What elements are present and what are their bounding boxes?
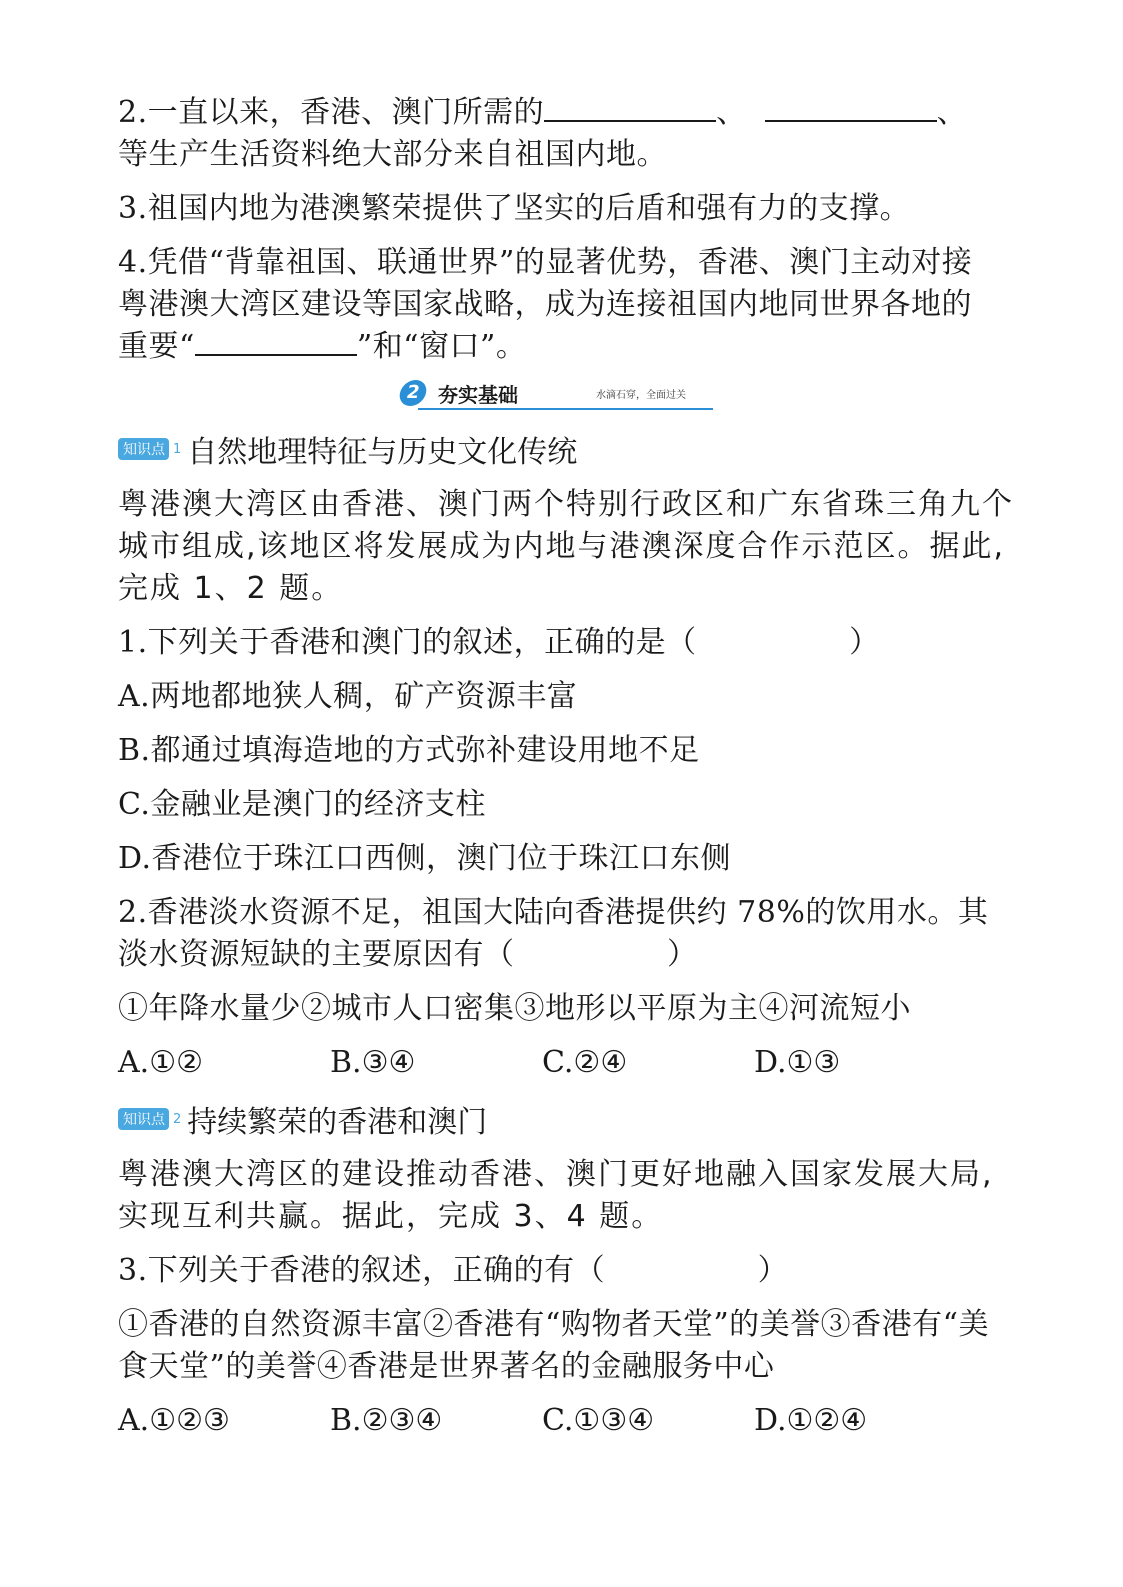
- banner-number-badge: 2: [397, 380, 429, 406]
- banner-underline: [418, 408, 713, 410]
- passage-line: 粤港澳大湾区的建设推动香港、澳门更好地融入国家发展大局,: [118, 1157, 994, 1192]
- knowledge-point-heading-2: [118, 1096, 1003, 1142]
- question-3-option-a[interactable]: A.①②③: [118, 1403, 230, 1438]
- passage-line: 实现互利共赢。据此，完成 3、4 题。: [118, 1199, 664, 1234]
- question-3-option-b[interactable]: B.②③④: [330, 1403, 443, 1438]
- intro-q2-line2: 等生产生活资料绝大部分来自祖国内地。: [118, 137, 667, 172]
- banner-title: 夯实基础: [438, 383, 518, 407]
- knowledge-point-title: 自然地理特征与历史文化传统: [187, 435, 578, 470]
- question-3-items-line1: ①香港的自然资源丰富②香港有“购物者天堂”的美誉③香港有“美: [118, 1307, 990, 1342]
- knowledge-point-number: 2: [173, 1111, 182, 1127]
- intro-q4-line1: 4.凭借“背靠祖国、联通世界”的显著优势，香港、澳门主动对接: [118, 245, 973, 280]
- question-1-stem: 1.下列关于香港和澳门的叙述，正确的是（ ）: [118, 625, 880, 660]
- intro-q4-text: 重要“: [118, 329, 195, 364]
- question-2-stem-line2: 淡水资源短缺的主要原因有（ ）: [118, 937, 698, 972]
- question-2-stem-line1: 2.香港淡水资源不足，祖国大陆向香港提供约 78%的饮用水。其: [118, 895, 989, 930]
- question-2-option-b[interactable]: B.③④: [330, 1045, 416, 1080]
- passage-line: 城市组成,该地区将发展成为内地与港澳深度合作示范区。据此,: [118, 529, 1006, 564]
- question-1-option-c[interactable]: C.金融业是澳门的经济支柱: [118, 787, 486, 822]
- knowledge-point-tag: 知识点: [118, 1108, 169, 1130]
- answer-blank[interactable]: [765, 92, 937, 122]
- question-1-option-d[interactable]: D.香港位于珠江口西侧，澳门位于珠江口东侧: [118, 841, 732, 876]
- question-1-option-a[interactable]: A.两地都地狭人稠，矿产资源丰富: [118, 679, 578, 714]
- passage-line: 粤港澳大湾区由香港、澳门两个特别行政区和广东省珠三角九个: [118, 487, 1014, 522]
- separator: 、: [716, 95, 747, 130]
- knowledge-point-title: 持续繁荣的香港和澳门: [187, 1105, 488, 1140]
- intro-q4-line2: 粤港澳大湾区建设等国家战略，成为连接祖国内地同世界各地的: [118, 287, 972, 322]
- separator: 、: [936, 95, 968, 130]
- question-3-options: [118, 1400, 1003, 1442]
- question-2-options: [118, 1042, 1003, 1084]
- banner-subtitle: 水滴石穿，全面过关: [596, 390, 686, 401]
- section-banner: [118, 376, 1003, 416]
- knowledge-point-tag: 知识点: [118, 438, 169, 460]
- intro-q4-line3: [118, 326, 1003, 368]
- answer-blank[interactable]: [195, 326, 357, 356]
- intro-q4-text-end: ”和“窗口”。: [356, 329, 527, 364]
- question-3-option-d[interactable]: D.①②④: [754, 1403, 868, 1438]
- document-page: [118, 92, 1014, 1442]
- answer-blank[interactable]: [544, 92, 716, 122]
- knowledge-point-number: 1: [173, 441, 182, 457]
- intro-q2-text: 2.一直以来，香港、澳门所需的: [118, 95, 545, 130]
- question-2-option-a[interactable]: A.①②: [118, 1045, 203, 1080]
- intro-q2-line1: [118, 92, 1003, 134]
- question-2-items: ①年降水量少②城市人口密集③地形以平原为主④河流短小: [118, 991, 911, 1026]
- passage-line: 完成 1、2 题。: [118, 571, 344, 606]
- intro-q3: 3.祖国内地为港澳繁荣提供了坚实的后盾和强有力的支撑。: [118, 191, 911, 226]
- question-3-stem: 3.下列关于香港的叙述，正确的有（ ）: [118, 1253, 789, 1288]
- question-2-option-d[interactable]: D.①③: [754, 1045, 841, 1080]
- question-2-option-c[interactable]: C.②④: [542, 1045, 628, 1080]
- question-3-option-c[interactable]: C.①③④: [542, 1403, 655, 1438]
- question-3-items-line2: 食天堂”的美誉④香港是世界著名的金融服务中心: [118, 1349, 775, 1384]
- knowledge-point-heading-1: [118, 426, 1003, 472]
- question-1-option-b[interactable]: B.都通过填海造地的方式弥补建设用地不足: [118, 733, 700, 768]
